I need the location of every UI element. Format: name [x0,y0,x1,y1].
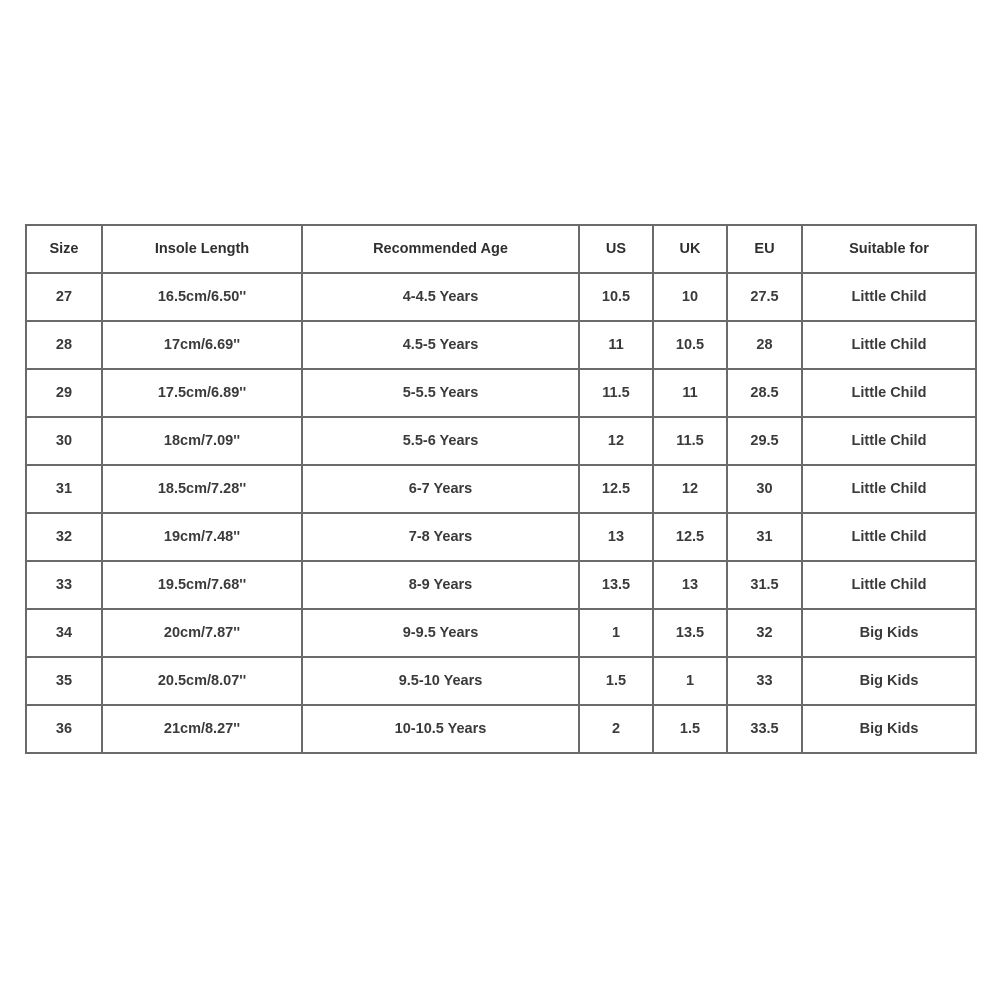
cell-recommended-age: 4-4.5 Years [302,273,579,321]
cell-insole-length: 18cm/7.09'' [102,417,302,465]
cell-size: 28 [26,321,102,369]
cell-suitable-for: Little Child [802,417,976,465]
cell-us: 11.5 [579,369,653,417]
size-chart-header [26,225,976,273]
cell-us: 13 [579,513,653,561]
table-row [26,705,976,753]
cell-eu: 33.5 [727,705,802,753]
cell-size: 36 [26,705,102,753]
cell-eu: 31 [727,513,802,561]
cell-eu: 31.5 [727,561,802,609]
cell-us: 10.5 [579,273,653,321]
cell-size: 31 [26,465,102,513]
cell-eu: 30 [727,465,802,513]
header-suitable-for: Suitable for [802,225,976,273]
cell-uk: 12.5 [653,513,727,561]
size-chart-table [25,224,977,754]
cell-eu: 33 [727,657,802,705]
cell-suitable-for: Little Child [802,561,976,609]
cell-recommended-age: 5.5-6 Years [302,417,579,465]
cell-size: 27 [26,273,102,321]
cell-insole-length: 19.5cm/7.68'' [102,561,302,609]
cell-us: 12.5 [579,465,653,513]
cell-us: 13.5 [579,561,653,609]
cell-recommended-age: 8-9 Years [302,561,579,609]
cell-suitable-for: Little Child [802,465,976,513]
header-uk: UK [653,225,727,273]
cell-size: 29 [26,369,102,417]
cell-us: 12 [579,417,653,465]
cell-recommended-age: 6-7 Years [302,465,579,513]
cell-size: 34 [26,609,102,657]
cell-recommended-age: 5-5.5 Years [302,369,579,417]
size-chart-body [26,273,976,753]
cell-size: 33 [26,561,102,609]
table-row [26,465,976,513]
cell-uk: 11.5 [653,417,727,465]
cell-suitable-for: Little Child [802,513,976,561]
cell-insole-length: 20.5cm/8.07'' [102,657,302,705]
cell-insole-length: 16.5cm/6.50'' [102,273,302,321]
cell-insole-length: 21cm/8.27'' [102,705,302,753]
cell-uk: 12 [653,465,727,513]
cell-size: 30 [26,417,102,465]
cell-insole-length: 20cm/7.87'' [102,609,302,657]
table-row [26,321,976,369]
cell-insole-length: 18.5cm/7.28'' [102,465,302,513]
cell-suitable-for: Big Kids [802,609,976,657]
cell-size: 32 [26,513,102,561]
cell-recommended-age: 9-9.5 Years [302,609,579,657]
cell-uk: 1 [653,657,727,705]
cell-us: 1.5 [579,657,653,705]
header-eu: EU [727,225,802,273]
cell-eu: 27.5 [727,273,802,321]
header-size: Size [26,225,102,273]
cell-suitable-for: Big Kids [802,657,976,705]
table-row [26,561,976,609]
cell-us: 2 [579,705,653,753]
cell-insole-length: 17.5cm/6.89'' [102,369,302,417]
cell-eu: 28.5 [727,369,802,417]
cell-uk: 13 [653,561,727,609]
header-row [26,225,976,273]
header-recommended-age: Recommended Age [302,225,579,273]
table-row [26,609,976,657]
cell-insole-length: 19cm/7.48'' [102,513,302,561]
cell-uk: 13.5 [653,609,727,657]
cell-recommended-age: 7-8 Years [302,513,579,561]
cell-suitable-for: Little Child [802,273,976,321]
cell-us: 1 [579,609,653,657]
table-row [26,369,976,417]
cell-recommended-age: 9.5-10 Years [302,657,579,705]
table-row [26,513,976,561]
cell-uk: 10 [653,273,727,321]
cell-eu: 28 [727,321,802,369]
cell-eu: 29.5 [727,417,802,465]
cell-size: 35 [26,657,102,705]
header-us: US [579,225,653,273]
cell-suitable-for: Little Child [802,369,976,417]
cell-recommended-age: 4.5-5 Years [302,321,579,369]
cell-uk: 10.5 [653,321,727,369]
table-row [26,273,976,321]
header-insole-length: Insole Length [102,225,302,273]
cell-insole-length: 17cm/6.69'' [102,321,302,369]
cell-suitable-for: Big Kids [802,705,976,753]
table-row [26,417,976,465]
cell-uk: 11 [653,369,727,417]
cell-uk: 1.5 [653,705,727,753]
table-row [26,657,976,705]
cell-suitable-for: Little Child [802,321,976,369]
cell-us: 11 [579,321,653,369]
cell-recommended-age: 10-10.5 Years [302,705,579,753]
cell-eu: 32 [727,609,802,657]
